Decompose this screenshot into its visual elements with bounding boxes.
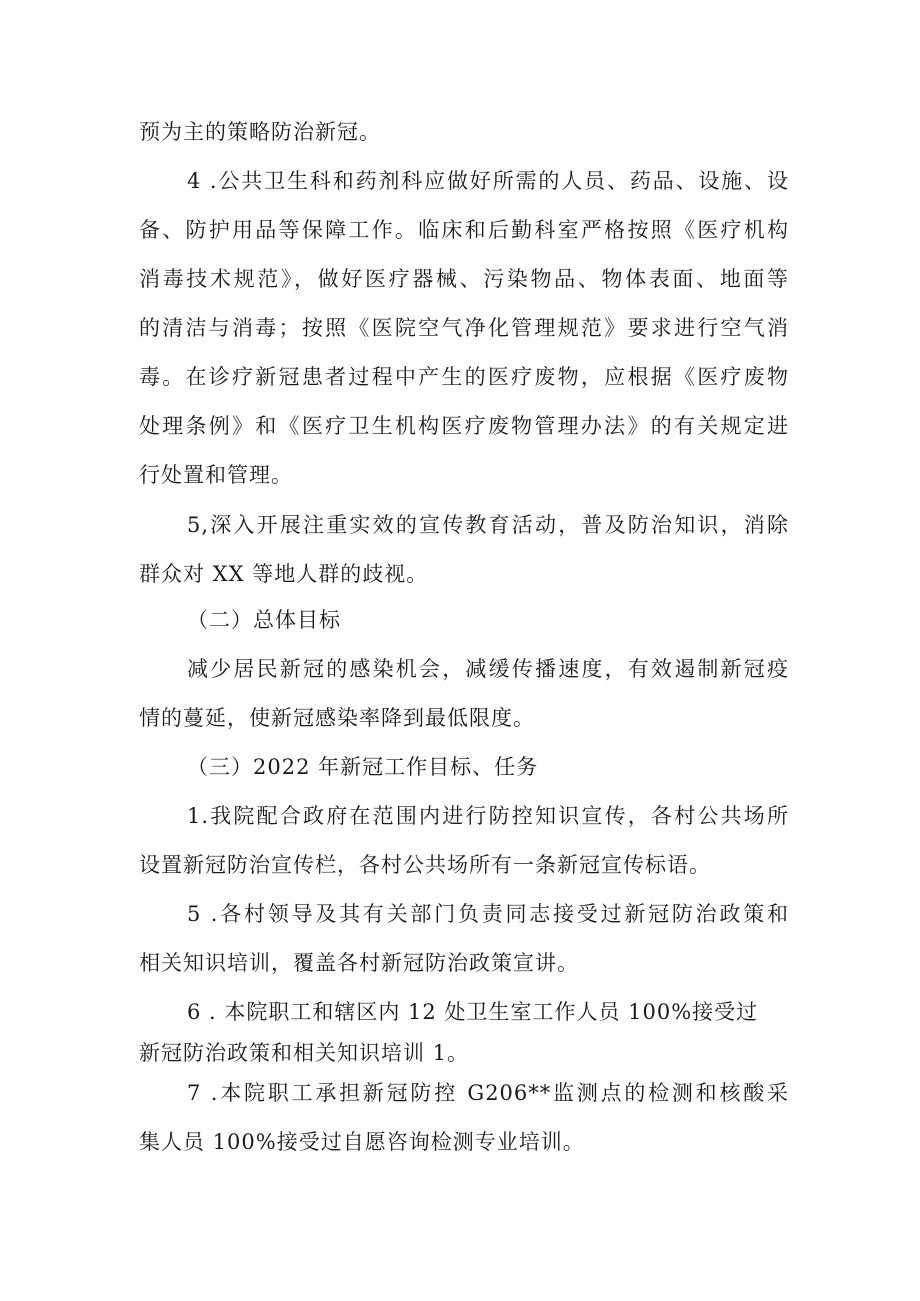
text-line: 相关知识培训，覆盖各村新冠防治政策宣讲。 <box>139 951 579 975</box>
paragraph-1 <box>139 116 789 508</box>
section-heading-3 <box>139 751 789 800</box>
text-line: 毒。在诊疗新冠患者过程中产生的医疗废物，应根据《医疗废物 <box>139 365 789 389</box>
text-line: 消毒技术规范》，做好医疗器械、污染物品、物体表面、地面等 <box>139 267 789 291</box>
paragraph-6 <box>139 996 789 1086</box>
text-line: 新冠防治政策和相关知识培训 1。 <box>139 1041 470 1065</box>
text-line: 7 .本院职工承担新冠防控 G206**监测点的检测和核酸采 <box>187 1081 789 1105</box>
section-title: （二）总体目标 <box>187 608 341 632</box>
text-line: 6 . 本院职工和辖区内 12 处卫生室工作人员 100%接受过 <box>187 1000 759 1024</box>
text-line: 1.我院配合政府在范围内进行防控知识宣传，各村公共场所 <box>187 804 789 828</box>
text-line: 4 .公共卫生科和药剂科应做好所需的人员、药品、设施、设 <box>187 169 789 193</box>
text-line: 5,深入开展注重实效的宣传教育活动，普及防治知识，消除 <box>187 513 789 537</box>
section-heading-2 <box>139 604 789 653</box>
text-line: 行处置和管理。 <box>139 463 293 487</box>
text-line: 设置新冠防治宣传栏，各村公共场所有一条新冠宣传标语。 <box>139 853 711 877</box>
paragraph-7 <box>139 1077 789 1175</box>
text-line: 群众对 XX 等地人群的歧视。 <box>139 562 429 586</box>
section-title: （三）2022 年新冠工作目标、任务 <box>187 755 539 779</box>
text-line: 处理条例》和《医疗卫生机构医疗废物管理办法》的有关规定进 <box>139 414 789 438</box>
paragraph-4 <box>139 800 789 898</box>
text-line: 的清洁与消毒；按照《医院空气净化管理规范》要求进行空气消 <box>139 316 789 340</box>
text-line: 集人员 100%接受过自愿咨询检测专业培训。 <box>139 1130 585 1154</box>
text-line: 减少居民新冠的感染机会，减缓传播速度，有效遏制新冠疫 <box>187 657 789 681</box>
text-line: 5 .各村领导及其有关部门负责同志接受过新冠防治政策和 <box>187 902 789 926</box>
text-line: 备、防护用品等保障工作。临床和后勤科室严格按照《医疗机构 <box>139 218 789 242</box>
text-line: 预为主的策略防治新冠。 <box>139 120 381 144</box>
paragraph-2 <box>139 509 789 607</box>
paragraph-3 <box>139 653 789 751</box>
paragraph-5 <box>139 898 789 996</box>
text-line: 情的蔓延，使新冠感染率降到最低限度。 <box>139 706 535 730</box>
